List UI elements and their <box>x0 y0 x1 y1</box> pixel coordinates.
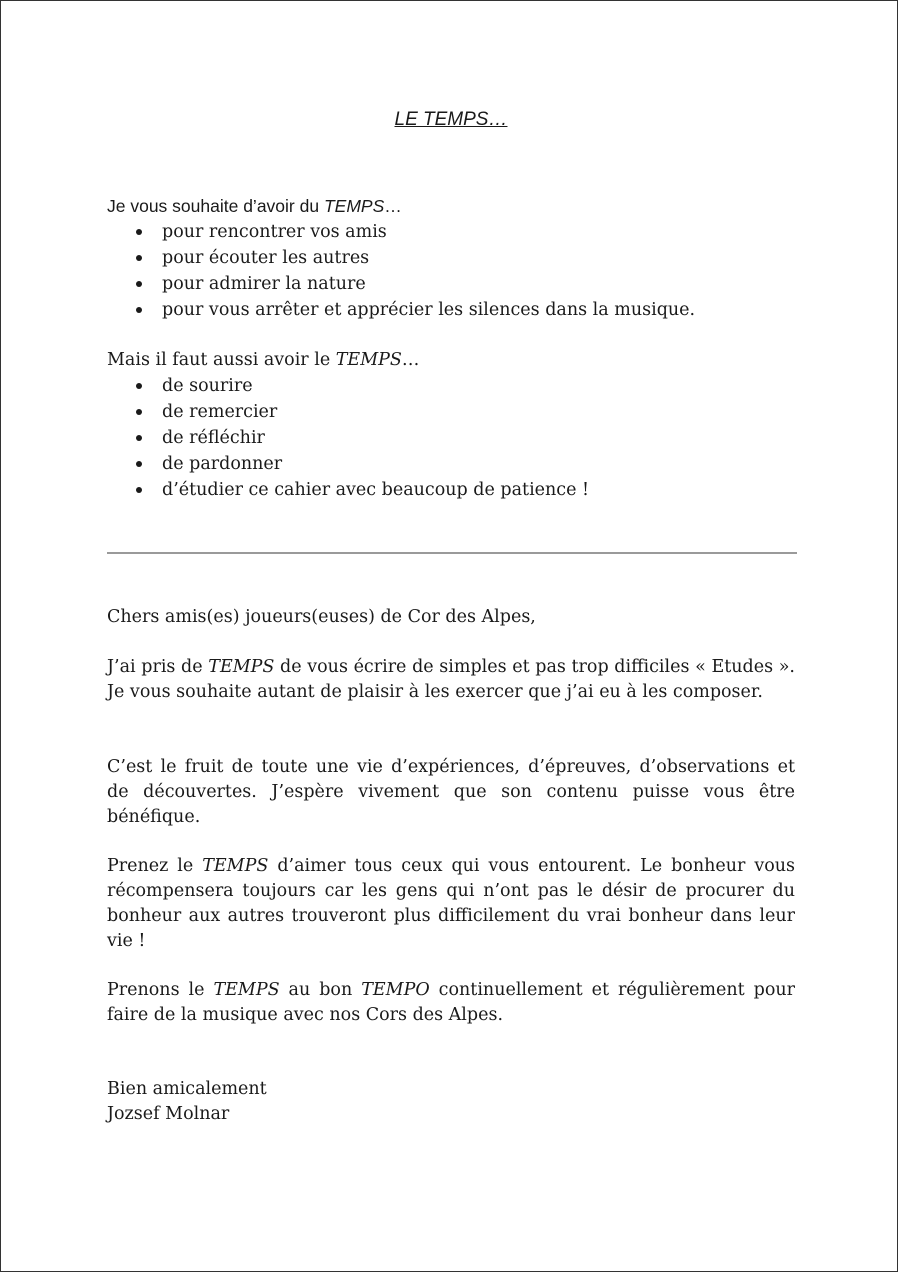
wish-section <box>107 193 797 323</box>
need-intro: Mais il faut aussi avoir le TEMPS… <box>107 350 420 370</box>
list-item: de réfléchir <box>107 425 797 451</box>
list-item: pour admirer la nature <box>107 271 797 297</box>
horizontal-divider <box>107 552 797 554</box>
wish-list <box>107 219 797 323</box>
wish-intro: Je vous souhaite d’avoir du TEMPS… <box>107 196 402 216</box>
list-item: pour rencontrer vos amis <box>107 219 797 245</box>
list-item: de sourire <box>107 373 797 399</box>
letter-paragraph-2: C’est le fruit de toute une vie d’expériences, d’épreuves, d’observations et de découvertes. J’espère vivement que son contenu puisse vous être bénéfique. <box>107 757 795 827</box>
letter-paragraph-3: Prenez le TEMPS d’aimer tous ceux qui vous entourent. Le bonheur vous récompensera toujours car les gens qui n’ont pas le désir de procurer du bonheur aux autres trouveront plus difficilement du vrai bonheur dans leur vie ! <box>107 856 795 951</box>
letter-paragraph-4: Prenons le TEMPS au bon TEMPO continuellement et régulièrement pour faire de la musique avec nos Cors des Alpes. <box>107 980 796 1025</box>
letter-paragraph-1: J’ai pris de TEMPS de vous écrire de simples et pas trop difficiles « Etudes ». Je vous souhaite autant de plaisir à les exercer que j’ai eu à les composer. <box>107 657 795 702</box>
need-list <box>107 373 797 503</box>
list-item: pour vous arrêter et apprécier les silences dans la musique. <box>107 297 797 323</box>
list-item: pour écouter les autres <box>107 245 797 271</box>
need-section <box>107 347 797 503</box>
list-item: d’étudier ce cahier avec beaucoup de patience ! <box>107 477 797 503</box>
letter-greeting: Chers amis(es) joueurs(euses) de Cor des Alpes, <box>107 607 536 627</box>
letter-signature: Jozsef Molnar <box>107 1104 230 1124</box>
list-item: de remercier <box>107 399 797 425</box>
page-title: LE TEMPS… <box>394 109 508 130</box>
letter-closing: Bien amicalement <box>107 1079 267 1099</box>
list-item: de pardonner <box>107 451 797 477</box>
